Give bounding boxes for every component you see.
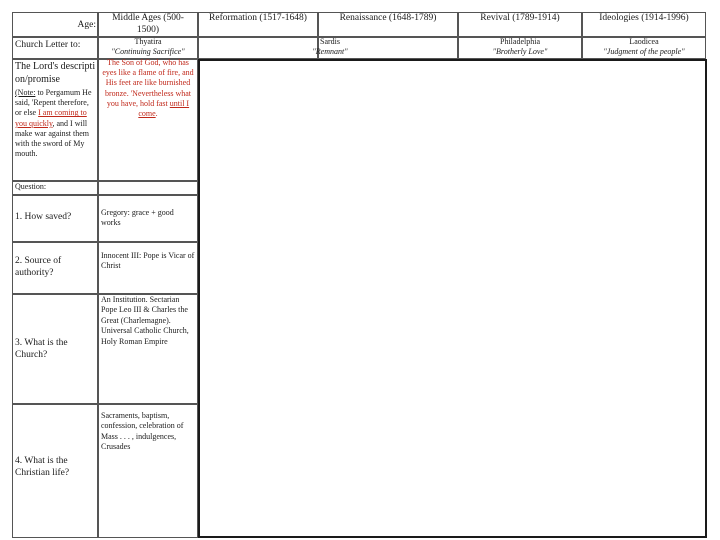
age-middle-ages: Middle Ages (500-1500)	[112, 13, 184, 35]
row-label-age: Age:	[77, 20, 96, 30]
pergamum-note	[15, 88, 97, 160]
q1-label: 1. How saved?	[15, 212, 72, 222]
q4-label: 4. What is the Christian life?	[15, 456, 70, 478]
nickname-laodicea: "Judgment of the people"	[603, 47, 685, 56]
church-thyatira: Thyatira	[134, 37, 162, 46]
nickname-philadelphia: "Brotherly Love"	[492, 47, 548, 56]
nickname-sardis: "Remnant"	[312, 47, 348, 56]
q3-label: 3. What is the Church?	[15, 338, 68, 360]
pergamum-note-text-2: , and I will make war against them with the sword of My mouth.	[15, 118, 89, 159]
age-ideologies: Ideologies (1914-1996)	[599, 13, 689, 23]
pergamum-note-text: to Pergamum He said, 'Repent therefore, or else	[15, 88, 92, 118]
blank-overlay-panel	[198, 59, 707, 538]
q1-answer: Gregory: grace + good works	[101, 208, 174, 227]
row-label-church: Church Letter to:	[15, 40, 81, 50]
q2-label: 2. Source of authority?	[15, 256, 62, 278]
thyatira-description	[101, 58, 195, 119]
church-sardis: Sardis	[320, 37, 340, 46]
pergamum-note-label: (Note:	[15, 88, 36, 97]
question-header: Question:	[15, 182, 47, 191]
church-laodicea: Laodicea	[629, 37, 659, 46]
lords-description-label-block	[15, 61, 97, 160]
lords-description-label: The Lord's description/promise	[15, 61, 96, 85]
thyatira-description-end: .	[155, 109, 158, 119]
age-renaissance: Renaissance (1648-1789)	[339, 13, 437, 23]
thyatira-description-red: until I come	[138, 98, 190, 119]
thyatira-description-text: The Son of God, who has eyes like a flame of fire, and His feet are like burnished bronze. 'Nevertheless what you have, hold fast	[102, 58, 194, 108]
question-header-thyatira-cell	[98, 181, 198, 195]
q3-answer: An Institution. Sectarian Pope Leo III & Charles the Great (Charlemagne). Universal Catholic Church, Holy Roman Empire	[101, 295, 189, 346]
church-philadelphia: Philadelphia	[500, 37, 540, 46]
pergamum-note-red: I am coming to you quickly	[15, 108, 87, 128]
age-reformation: Reformation (1517-1648)	[209, 13, 307, 23]
q2-answer: Innocent III: Pope is Vicar of Christ	[101, 251, 195, 270]
nickname-thyatira: "Continuing Sacrifice"	[111, 47, 185, 56]
age-revival: Revival (1789-1914)	[480, 13, 560, 23]
q4-answer: Sacraments, baptism, confession, celebration of Mass . . . , indulgences, Crusades	[101, 411, 184, 452]
